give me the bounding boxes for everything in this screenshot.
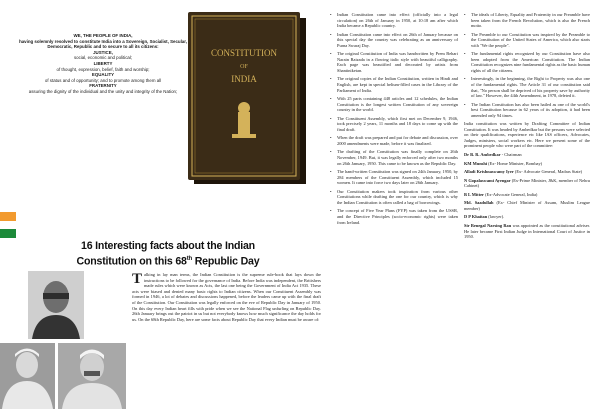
preamble-heading: JUSTICE,	[93, 49, 113, 55]
book-title-line1: CONSTITUTION	[211, 48, 277, 58]
fact-item: • The fundamental rights recognized by our Constitution have also been adopted from the American Constitution. The Indian Constitution recognizes nine fundamental rights as the basic human rights of all the citizens.	[464, 51, 590, 73]
fact-item: • The hand-written Constitution was signed on 24th January, 1950, by 284 members of the Constituent Assembly, which included 15 women. It came into force two days later on 26th January.	[330, 169, 458, 186]
prasad-photo	[58, 343, 126, 409]
fact-item: • The original copies of the Indian Constitution, written in Hindi and English, are kept in special helium-filled cases in the Library of the Parliament of India.	[330, 76, 458, 93]
constitution-book-image	[188, 12, 310, 187]
fact-item: • When the draft was prepared and put for debate and discussion, over 2000 amendments were made, before it was finalized.	[330, 135, 458, 146]
committee-member: Sir Benegal Narsing Rau was appointed as the constitutional adviser. He later became First Indian Judge in International Court of Justice in 1950.	[464, 222, 590, 240]
ambedkar-photo	[28, 271, 84, 339]
fact-item: • The drafting of the Constitution was finally complete on 26th November, 1949. But, it was legally enforced only after two months on 26th January, 1950. This came to be known as the Republic Day.	[330, 149, 458, 166]
preamble-block	[12, 33, 194, 95]
committee-member: Dr B. R. Ambedkar - Chairman	[464, 152, 522, 158]
book-title-line3: INDIA	[231, 74, 257, 84]
preamble-line: of thought, expression, belief, faith and worship;	[56, 66, 150, 72]
committee-member: D P Khaitan (lawyer).	[464, 214, 505, 220]
fact-item: • Interestingly, in the beginning, the Right to Property was also one of the fundamental rights. The Article 31 of our constitution said that, "No person shall be deprived of his property save by authority of law." However, the 44th Amendment, in 1978, deleted it.	[464, 76, 590, 98]
committee-member: B L Mitter (Ex-Advocate General, India)	[464, 191, 538, 197]
preamble-line: assuring the dignity of the individual and the unity and integrity of the Nation;	[28, 88, 178, 94]
headline-line2: Constitution on this 68th Republic Day	[76, 255, 260, 268]
fact-item: • The Indian Constitution has also been hailed as one of the world's best Constitution because in 62 years of its adoption, it had been amended only 94 times.	[464, 102, 590, 119]
fact-item: • Indian Constitution came into effect on 26th of January because on this special day the country was celebrating as an anniversary of Purna Swaraj Day.	[330, 32, 458, 49]
facts-column-1	[330, 12, 458, 228]
preamble-heading: LIBERTY	[93, 60, 113, 66]
fact-item: • The ideals of Liberty, Equality and Fraternity in our Preamble have been taken from the French Revolution, which is also the French motto.	[464, 12, 590, 29]
fact-item: • The Preamble to our Constitution was inspired by the Preamble to the Constitution of the United States of America, which also starts with "We the people".	[464, 32, 590, 49]
drop-cap: T	[132, 271, 143, 287]
book-title-line2: OF	[240, 64, 248, 70]
committee-member: Md. Saadullah (Ex- Chief Minister of Assam, Muslim League member)	[464, 200, 590, 211]
committee-member: N Gopalaswami Ayengar (Ex-Prime Minister, J&K, member of Nehru Cabinet)	[464, 177, 590, 189]
intro-text: alking in lay man terms, the Indian Constitution is the supreme rule-book that lays down the instructions to be followed for the governance of India. Before India was independent, the Britishers made rules which were known as Acts, the last one being the Government of India Act 1935. These acts were biased and denied many basic rights to Indian citizens. When our Constituent Assembly was formed in 1946, a lot of debates and discussions happened, before the leaders came up with the final draft of the Constitution. Our Constitution was legally enforced on the eve of Republic Day in January of 1950. On this day every Indian heart fills with pride when we see the National Flag unfurling on Republic Day. 26th January brings out the patriot in us but not everybody knows how much significance the day holds for us. On the 68th Republic Day, here are some facts about Republic Day that every Indian must be aware of:	[132, 272, 321, 322]
fact-item: • The concept of Five Year Plans (FYP) was taken from the USSR, and the Directive Principles (socio-economic rights) were taken from Ireland.	[330, 208, 458, 225]
fact-item: • Our Constitution makers took inspiration from various other Constitutions while drafting the one for our country, which is why the Indian Constitution is often called a bag of borrowings.	[330, 189, 458, 206]
preamble-line: social, economic and political;	[73, 55, 133, 61]
fact-item: • The original Constitution of India was handwritten by Prem Behari Narain Raizada in a flowing italic style with beautiful calligraphy. Each page was beautified and decorated by artists from Shantiniketan.	[330, 51, 458, 73]
committee-member: Alladi Krishnaswamy Iyer (Ex- Advocate General, Madras State)	[464, 169, 583, 175]
article-headline	[20, 240, 316, 269]
preamble-line: of status and of opportunity; and to promote among them all	[44, 77, 162, 83]
preamble-line: having solemnly resolved to constitute India into a Sovereign, Socialist, Secular, Democratic, Republic and to secure to all its citizens:	[19, 38, 187, 50]
committee-paragraph: India constitution was written by Drafting Committee of Indian Constitution. It was headed by Ambedkar but the persons were selected on their qualifications, experience etc like IAS officers, Advocates, Judges, ministers, social workers etc. Here we present some of the prominent people who were part of the committee:	[464, 121, 590, 149]
fact-item: • The Constituent Assembly, which first met on December 9, 1946, took precisely 2 years, 11 months and 18 days to come up with the final draft.	[330, 116, 458, 133]
facts-column-2	[464, 12, 590, 243]
fact-item: • Indian Constitution came into effect (officially into a legal circulation) on 26th of January in 1950, at 10:18 am after which India became a Republic country.	[330, 12, 458, 29]
intro-paragraph	[132, 272, 321, 322]
preamble-heading: FRATERNITY	[89, 83, 117, 89]
flag-stripes	[0, 212, 16, 238]
committee-member: KM Munshi (Ex- Home Minister, Bombay)	[464, 160, 543, 166]
fact-item: • With 25 parts containing 448 articles and 12 schedules, the Indian Constitution is the longest written Constitution of any sovereign country in the world.	[330, 96, 458, 113]
preamble-heading: EQUALITY	[91, 72, 115, 78]
nehru-photo	[0, 343, 55, 409]
preamble-line: WE, THE PEOPLE OF INDIA,	[73, 33, 133, 38]
headline-line1: 16 Interesting facts about the Indian	[81, 240, 255, 252]
